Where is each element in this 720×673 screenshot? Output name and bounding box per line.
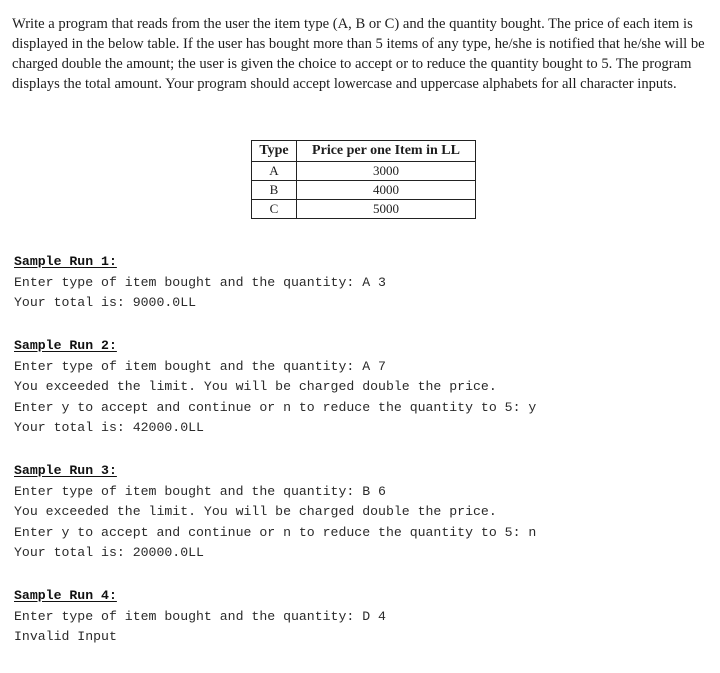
cell-type: A [252,162,297,181]
sample-run-title: Sample Run 2: [14,338,117,353]
console-line: Enter type of item bought and the quantity: D 4 [14,608,386,624]
cell-type: C [252,200,297,219]
sample-run-title: Sample Run 1: [14,254,117,269]
sample-run-1 [14,252,386,314]
console-line: Enter type of item bought and the quantity: A 3 [14,274,386,290]
sample-run-2 [14,336,536,439]
sample-run-title: Sample Run 3: [14,463,117,478]
console-line: Enter y to accept and continue or n to reduce the quantity to 5: n [14,524,537,540]
sample-run-3 [14,461,536,564]
table-row [252,162,476,181]
console-line: Enter y to accept and continue or n to reduce the quantity to 5: y [14,399,537,415]
cell-price: 3000 [297,162,476,181]
cell-price: 4000 [297,181,476,200]
console-line: Enter type of item bought and the quantity: B 6 [14,483,386,499]
console-line: Invalid Input [14,629,117,644]
sample-run-title: Sample Run 4: [14,588,117,603]
problem-statement: Write a program that reads from the user the item type (A, B or C) and the quantity bought. The price of each item is displayed in the below table. If the user has bought more than 5 items of any type, he/she is notified that he/she will be charged double the amount; the user is given the choice to accept or to reduce the quantity bought to 5. The program displays the total amount. Your program should accept lowercase and uppercase alphabets for all character inputs. [12,16,705,92]
console-line: Enter type of item bought and the quantity: A 7 [14,358,386,374]
table-row [252,200,476,219]
console-line: Your total is: 9000.0LL [14,295,197,310]
sample-run-4 [14,586,386,648]
price-table [251,140,476,219]
table-header-row [252,141,476,162]
cell-price: 5000 [297,200,476,219]
header-price: Price per one Item in LL [297,141,476,162]
console-line: Your total is: 42000.0LL [14,420,204,435]
console-line: You exceeded the limit. You will be charged double the price. [14,504,497,519]
cell-type: B [252,181,297,200]
header-type: Type [252,141,297,162]
console-line: You exceeded the limit. You will be charged double the price. [14,379,497,394]
table-row [252,181,476,200]
console-line: Your total is: 20000.0LL [14,545,204,560]
